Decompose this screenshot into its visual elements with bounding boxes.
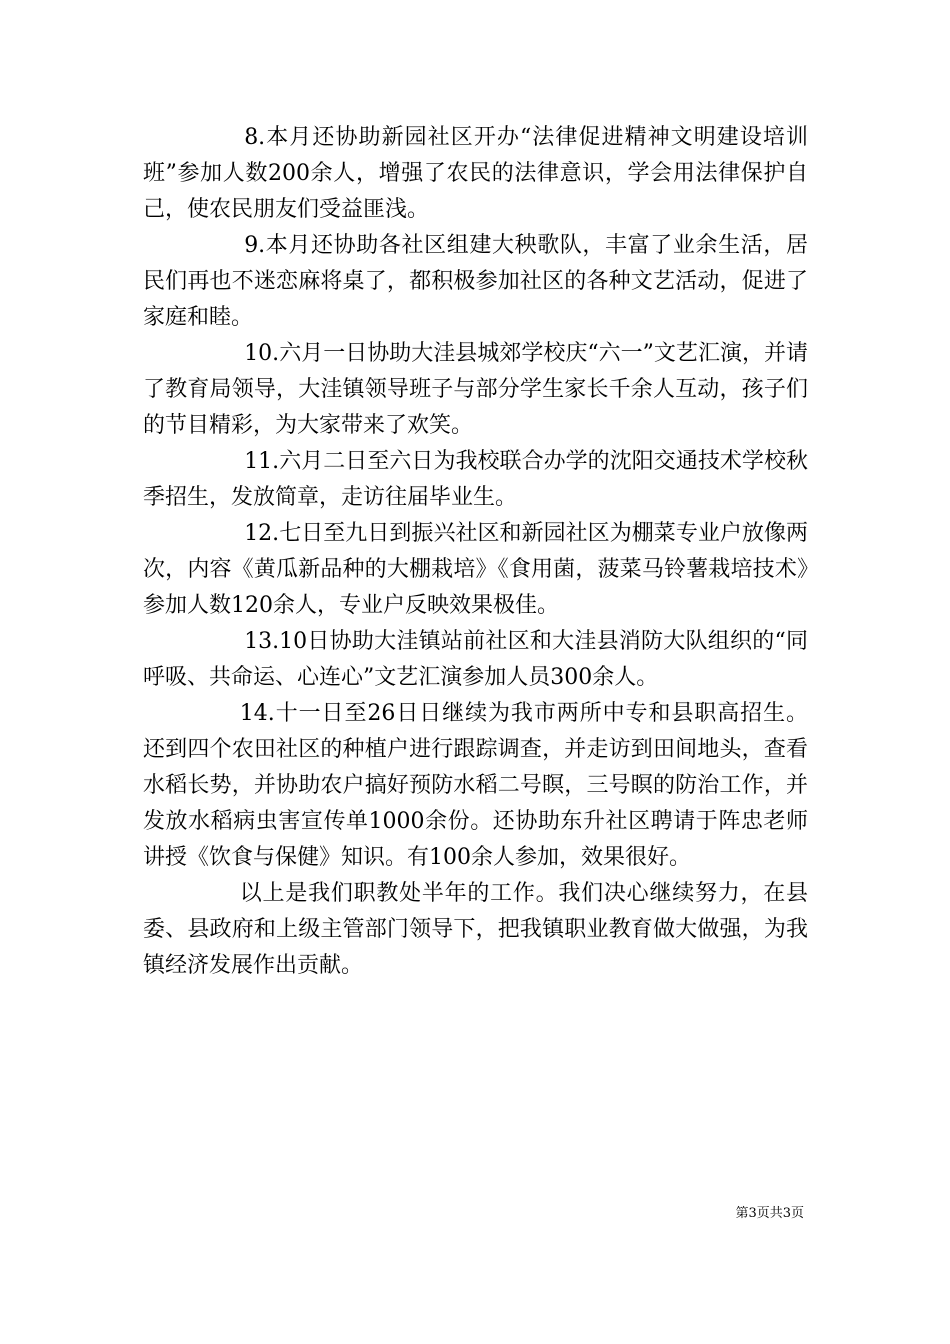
paragraph-item-12: 12.七日至九日到振兴社区和新园社区为棚菜专业户放像两次，内容《黄瓜新品种的大棚栽培》《食用菌，菠菜马铃薯栽培技术》参加人数120余人，专业户反映效果极佳。 (143, 521, 808, 618)
paragraph-item-8: 8.本月还协助新园社区开办“法律促进精神文明建设培训班”参加人数200余人，增强了农民的法律意识，学会用法律保护自己，使农民朋友们受益匪浅。 (143, 125, 808, 222)
document-body (143, 120, 808, 984)
paragraph-item-11: 11.六月二日至六日为我校联合办学的沈阳交通技术学校秋季招生，发放简章，走访往届毕业生。 (143, 449, 808, 510)
page-number-footer: 第3页共3页 (735, 1206, 804, 1221)
paragraph-item-9: 9.本月还协助各社区组建大秧歌队，丰富了业余生活，居民们再也不迷恋麻将桌了，都积极参加社区的各种文艺活动，促进了家庭和睦。 (143, 233, 808, 330)
paragraph-item-13: 13.10日协助大洼镇站前社区和大洼县消防大队组织的“同呼吸、共命运、心连心”文艺汇演参加人员300余人。 (143, 629, 808, 690)
paragraph-item-10: 10.六月一日协助大洼县城郊学校庆“六一”文艺汇演，并请了教育局领导，大洼镇领导班子与部分学生家长千余人互动，孩子们的节目精彩，为大家带来了欢笑。 (143, 341, 808, 438)
paragraph-item-14: 14.十一日至26日日继续为我市两所中专和县职高招生。还到四个农田社区的种植户进行跟踪调查，并走访到田间地头，查看水稻长势，并协助农户搞好预防水稻二号瞑，三号瞑的防治工作，并发放水稻病虫害宣传单1000余份。还协助东升社区聘请于阵忠老师讲授《饮食与保健》知识。有100余人参加，效果很好。 (143, 701, 808, 870)
paragraph-conclusion: 以上是我们职教处半年的工作。我们决心继续努力，在县委、县政府和上级主管部门领导下，把我镇职业教育做大做强，为我镇经济发展作出贡献。 (143, 881, 808, 978)
